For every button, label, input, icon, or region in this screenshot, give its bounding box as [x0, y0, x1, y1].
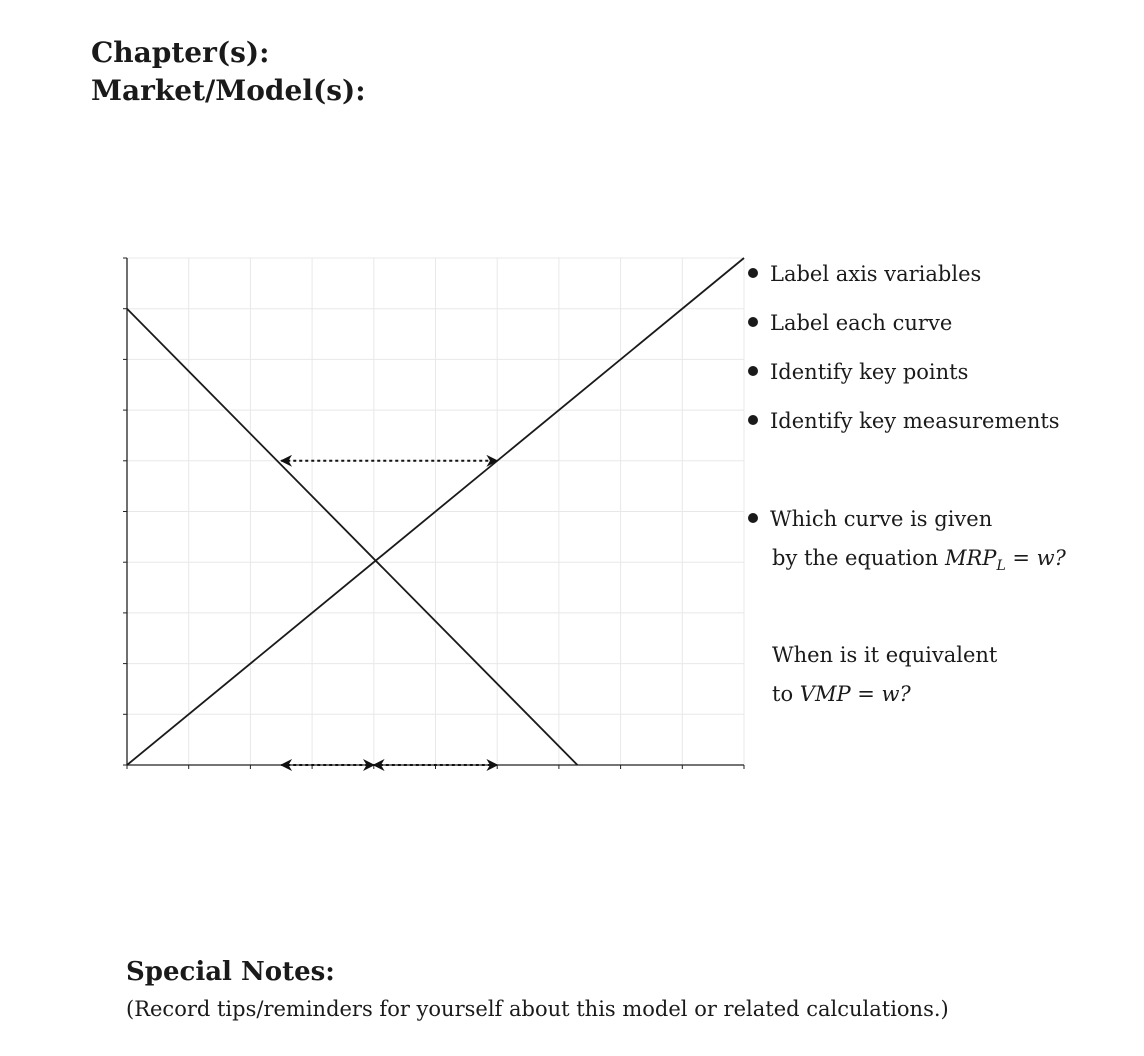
bullet-icon — [748, 268, 758, 278]
bullet-icon — [748, 415, 758, 425]
followup-line2 — [772, 682, 911, 706]
checklist-item-text: Label axis variables — [770, 262, 982, 286]
special-notes-title: Special Notes: — [126, 957, 335, 987]
checklist-item — [748, 409, 1060, 433]
followup-rhs: = w? — [850, 682, 911, 706]
downward-sloping-curve — [127, 309, 577, 765]
bullet-icon — [748, 513, 758, 523]
checklist-item-text: Identify key points — [770, 360, 969, 384]
checklist-item-text: Label each curve — [770, 311, 953, 335]
question-rhs: = w? — [1005, 546, 1066, 570]
question-sub: L — [996, 558, 1006, 575]
question-lhs: MRP — [944, 546, 997, 570]
followup-prefix: to — [772, 682, 794, 706]
followup-line1: When is it equivalent — [772, 643, 998, 667]
question-line2 — [772, 546, 1066, 574]
special-notes — [126, 955, 949, 1021]
special-notes-subtitle: (Record tips/reminders for yourself about this model or related calculations.) — [126, 997, 949, 1021]
question-item — [748, 507, 992, 531]
checklist-item — [748, 311, 952, 335]
chapter-label: Chapter(s): — [91, 36, 270, 69]
bullet-icon — [748, 317, 758, 327]
checklist-item-text: Identify key measurements — [770, 409, 1060, 433]
checklist-item — [748, 360, 968, 384]
question-prefix: by the equation — [772, 546, 939, 570]
checklist-item — [748, 262, 981, 286]
followup-lhs: VMP — [799, 682, 851, 706]
model-label: Market/Model(s): — [91, 74, 366, 107]
bullet-icon — [748, 366, 758, 376]
question-line1: Which curve is given — [770, 507, 993, 531]
